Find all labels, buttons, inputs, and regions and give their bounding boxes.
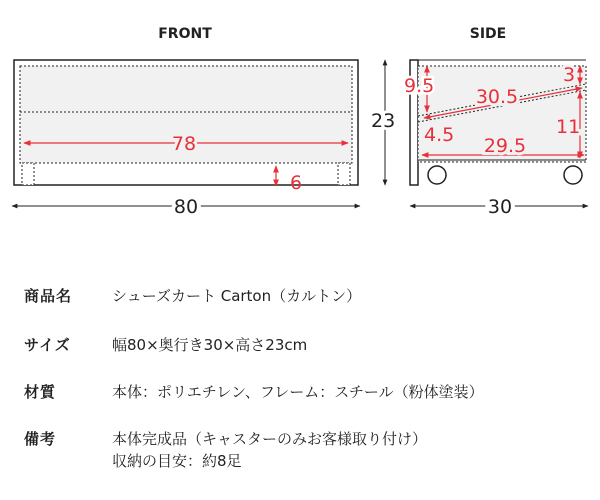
- spec-value-line: 本体完成品（キャスターのみお客様取り付け）: [112, 430, 428, 448]
- spec-label: サイズ: [24, 336, 71, 354]
- side-inner-depth-label: 29.5: [483, 135, 527, 157]
- front-caster-wheel: [428, 166, 446, 184]
- spec-value-line: 幅80×奥行き30×高さ23cm: [112, 336, 308, 354]
- front-leg-height-label: 6: [290, 172, 303, 194]
- side-view-title: SIDE: [469, 26, 507, 42]
- front-view-title: FRONT: [158, 26, 212, 42]
- spec-value-line: 本体：ポリエチレン、フレーム：スチール（粉体塗装）: [112, 383, 484, 401]
- side-top-right-label: 3: [563, 64, 576, 86]
- spec-label: 商品名: [24, 287, 73, 305]
- spec-value: [112, 334, 307, 356]
- front-width-label: 80: [173, 196, 199, 218]
- front-inner-width-label: 78: [171, 133, 197, 155]
- spec-value: [112, 381, 484, 403]
- side-top-left-label: 9.5: [404, 75, 435, 97]
- spec-label: 材質: [24, 383, 57, 401]
- front-height-label: 23: [371, 110, 396, 132]
- spec-value-line: 収納の目安：約8足: [112, 452, 242, 470]
- side-depth-label: 30: [487, 196, 513, 218]
- side-diagonal-label: 30.5: [475, 86, 519, 108]
- side-lower-left-label: 4.5: [424, 124, 455, 146]
- spec-value: [112, 428, 427, 472]
- spec-value: [112, 285, 361, 307]
- spec-label: 備考: [24, 430, 57, 448]
- side-view: [404, 26, 588, 218]
- front-view: [12, 26, 395, 218]
- spec-value-line: シューズカート Carton（カルトン）: [112, 287, 362, 305]
- front-cart-body: [14, 60, 358, 185]
- side-right-height-label: 11: [556, 116, 581, 138]
- rear-caster-wheel: [564, 166, 582, 184]
